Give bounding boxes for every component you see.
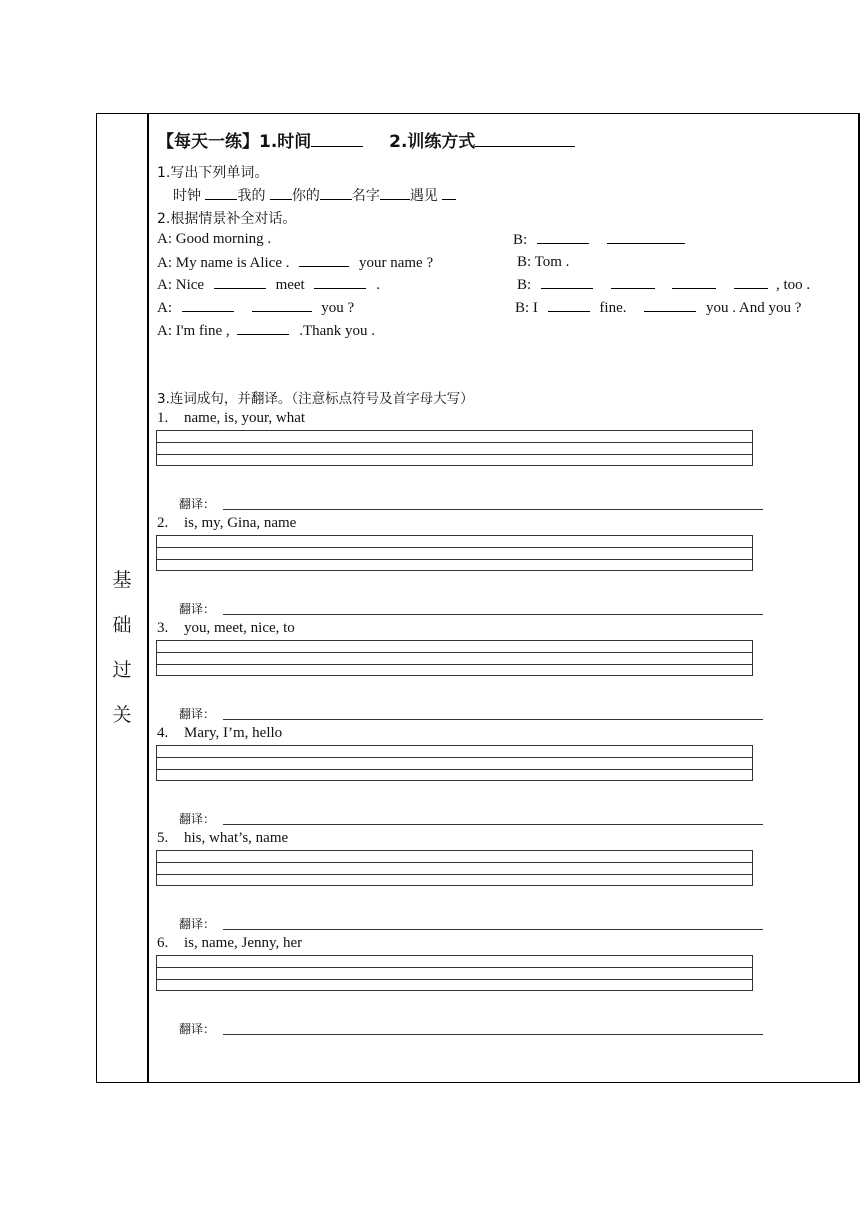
- daily-practice-header: [157, 127, 575, 152]
- section3-heading: 3.连词成句，并翻译。（注意标点符号及首字母大写）: [157, 391, 474, 407]
- blank-5a[interactable]: [237, 322, 289, 335]
- writing-lines-6[interactable]: [156, 955, 753, 991]
- blank-clock[interactable]: [205, 187, 237, 200]
- word-clock: 时钟: [173, 188, 201, 204]
- translate-line-3[interactable]: [223, 719, 763, 720]
- dialog-line-1-b-prefix: B:: [513, 232, 528, 248]
- blank-your[interactable]: [320, 187, 352, 200]
- dialog-line-3-b-pre: B:: [517, 277, 532, 293]
- dialog-line-2-b: B: Tom .: [517, 254, 570, 270]
- dialog-line-5-a: [157, 322, 375, 340]
- dialog-line-4-b-mid: fine.: [599, 300, 627, 316]
- time-label: 1.时间: [259, 132, 312, 152]
- item-words: name, is, your, what: [184, 410, 306, 426]
- translate-label-4: 翻译：: [179, 812, 216, 826]
- item-number: 6.: [157, 935, 169, 951]
- writing-lines-5[interactable]: [156, 850, 753, 886]
- item-words: is, my, Gina, name: [184, 515, 297, 531]
- item-words: his, what’s, name: [184, 830, 289, 846]
- dialog-line-3-a: [157, 276, 380, 294]
- method-label: 2.训练方式: [389, 132, 476, 152]
- item-number: 2.: [157, 515, 169, 531]
- section2-heading: 2.根据情景补全对话。: [157, 211, 297, 227]
- blank-2a[interactable]: [299, 254, 349, 267]
- item-number: 3.: [157, 620, 169, 636]
- blank-3b-4[interactable]: [734, 276, 768, 289]
- sentence-item-3: [157, 620, 295, 637]
- dialog-line-4-a: [157, 299, 354, 317]
- blank-1b-2[interactable]: [607, 231, 685, 244]
- method-blank[interactable]: [475, 130, 575, 147]
- section1-heading: 1.写出下列单词。: [157, 165, 269, 181]
- dialog-line-5-a-post: .Thank you .: [299, 323, 376, 339]
- bracket-title: 【每天一练】: [157, 132, 259, 152]
- table-right-border: [858, 113, 860, 1083]
- side-label-char-1: 基: [112, 569, 132, 591]
- item-number: 1.: [157, 410, 169, 426]
- blank-3b-1[interactable]: [541, 276, 593, 289]
- dialog-line-3-a-post: .: [376, 277, 380, 293]
- dialog-line-4-b-pre: B: I: [515, 300, 538, 316]
- translate-label-1: 翻译：: [179, 497, 216, 511]
- word-list: [173, 185, 456, 205]
- translate-label-3: 翻译：: [179, 707, 216, 721]
- blank-my[interactable]: [270, 187, 292, 200]
- sentence-item-6: [157, 935, 302, 952]
- translate-line-5[interactable]: [223, 929, 763, 930]
- word-your: 你的: [291, 188, 320, 204]
- dialog-line-4-b-post: you . And you ?: [706, 300, 802, 316]
- translate-label-6: 翻译：: [179, 1022, 216, 1036]
- blank-4b-1[interactable]: [548, 299, 590, 312]
- side-label-char-3: 过: [112, 659, 132, 681]
- blank-meet[interactable]: [442, 187, 456, 200]
- translate-line-4[interactable]: [223, 824, 763, 825]
- blank-3a-1[interactable]: [214, 276, 266, 289]
- sentence-item-5: [157, 830, 288, 847]
- column-divider: [147, 113, 149, 1083]
- word-name: 名字: [351, 188, 380, 204]
- word-my: 我的: [237, 188, 266, 204]
- blank-1b-1[interactable]: [537, 231, 589, 244]
- dialog-line-4-a-pre: A:: [157, 300, 172, 316]
- item-words: Mary, I’m, hello: [184, 725, 283, 741]
- blank-4a-1[interactable]: [182, 299, 234, 312]
- translate-label-2: 翻译：: [179, 602, 216, 616]
- word-meet: 遇见: [409, 188, 438, 204]
- sentence-item-4: [157, 725, 282, 742]
- time-blank[interactable]: [311, 130, 363, 147]
- item-words: is, name, Jenny, her: [184, 935, 303, 951]
- writing-lines-2[interactable]: [156, 535, 753, 571]
- side-label-char-4: 关: [112, 704, 132, 726]
- blank-4b-2[interactable]: [644, 299, 696, 312]
- dialog-line-4-a-post: you ?: [321, 300, 355, 316]
- sentence-item-2: [157, 515, 296, 532]
- translate-line-1[interactable]: [223, 509, 763, 510]
- dialog-line-3-a-mid: meet: [275, 277, 305, 293]
- blank-3a-2[interactable]: [314, 276, 366, 289]
- item-number: 4.: [157, 725, 169, 741]
- dialog-line-2-a-pre: A: My name is Alice .: [157, 255, 290, 271]
- dialog-line-2-a-post: your name ?: [358, 255, 434, 271]
- blank-name[interactable]: [380, 187, 410, 200]
- dialog-line-4-b: [515, 299, 801, 317]
- item-words: you, meet, nice, to: [184, 620, 295, 636]
- dialog-line-3-b-post: , too .: [775, 277, 811, 293]
- dialog-line-5-a-pre: A: I'm fine ,: [157, 323, 230, 339]
- blank-3b-3[interactable]: [672, 276, 716, 289]
- sentence-item-1: [157, 410, 305, 427]
- translate-line-6[interactable]: [223, 1034, 763, 1035]
- item-number: 5.: [157, 830, 169, 846]
- writing-lines-3[interactable]: [156, 640, 753, 676]
- writing-lines-1[interactable]: [156, 430, 753, 466]
- dialog-line-2-a: [157, 254, 433, 272]
- writing-lines-4[interactable]: [156, 745, 753, 781]
- dialog-line-1-a: A: Good morning .: [157, 231, 272, 247]
- dialog-line-3-a-pre: A: Nice: [157, 277, 205, 293]
- side-label-char-2: 础: [112, 614, 132, 636]
- translate-label-5: 翻译：: [179, 917, 216, 931]
- translate-line-2[interactable]: [223, 614, 763, 615]
- dialog-line-1-b: [513, 231, 685, 249]
- blank-3b-2[interactable]: [611, 276, 655, 289]
- blank-4a-2[interactable]: [252, 299, 312, 312]
- dialog-line-3-b: [517, 276, 810, 294]
